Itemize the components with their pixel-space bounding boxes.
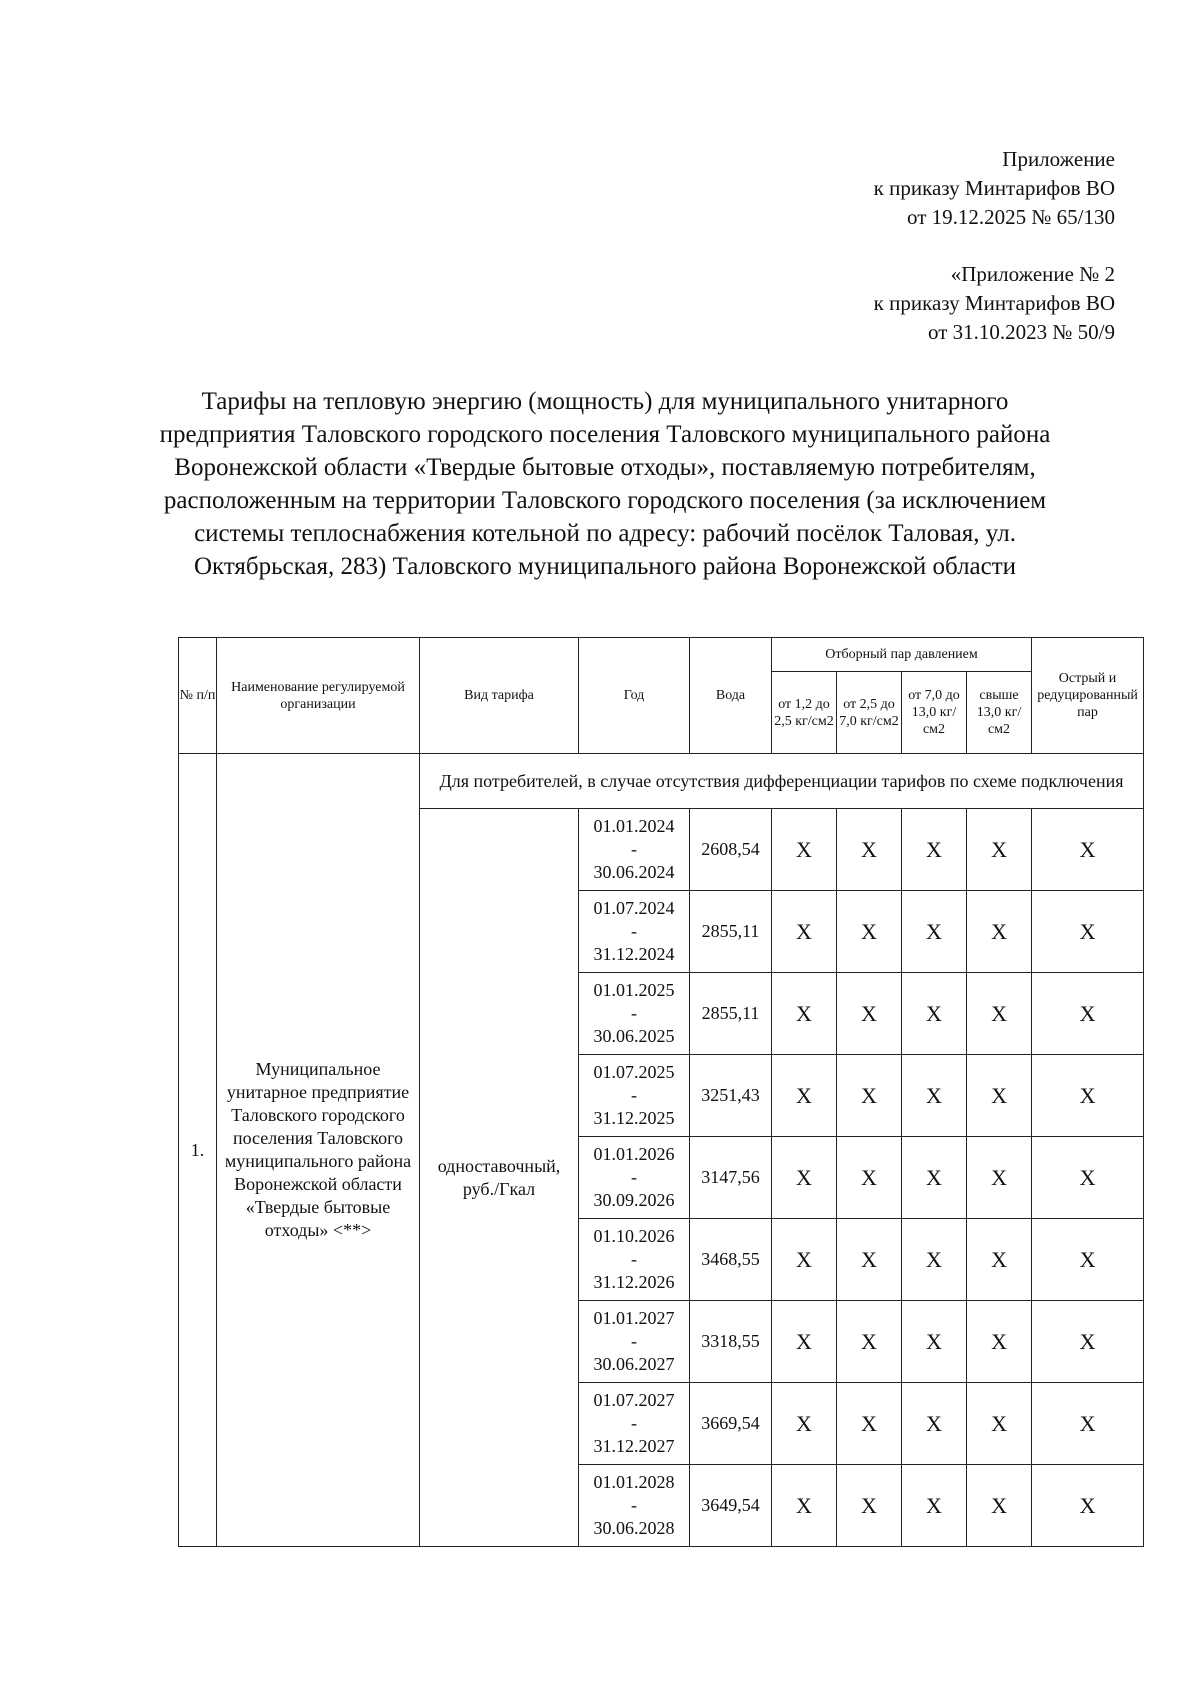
- header-pressure-2: от 2,5 до 7,0 кг/см2: [837, 672, 902, 754]
- header-org: Наименование регулируемой организации: [217, 638, 420, 754]
- pressure-4-value: X: [967, 809, 1032, 891]
- period-dash: -: [631, 1003, 637, 1023]
- header-sharp-steam: Острый и редуцированный пар: [1032, 638, 1144, 754]
- header-water: Вода: [690, 638, 772, 754]
- sharp-steam-value: X: [1032, 1301, 1144, 1383]
- period-dash: -: [631, 839, 637, 859]
- water-price: 2608,54: [690, 809, 772, 891]
- pressure-3-value: X: [902, 1383, 967, 1465]
- sharp-steam-value: X: [1032, 1055, 1144, 1137]
- sharp-steam-value: X: [1032, 1219, 1144, 1301]
- period-end: 30.09.2026: [593, 1190, 675, 1210]
- period-end: 31.12.2027: [593, 1436, 675, 1456]
- period-cell: [579, 891, 690, 973]
- pressure-4-value: X: [967, 1301, 1032, 1383]
- period-start: 01.01.2027: [593, 1308, 675, 1328]
- water-price: 3649,54: [690, 1465, 772, 1547]
- header-num: № п/п: [179, 638, 217, 754]
- period-start: 01.01.2026: [593, 1144, 675, 1164]
- period-start: 01.01.2025: [593, 980, 675, 1000]
- original-order-date: от 31.10.2023 № 50/9: [927, 320, 1115, 344]
- appendix-order-date: от 19.12.2025 № 65/130: [906, 205, 1115, 229]
- original-order-ref: к приказу Минтарифов ВО: [873, 291, 1115, 315]
- appendix-header: [874, 145, 1115, 232]
- pressure-1-value: X: [772, 1219, 837, 1301]
- pressure-3-value: X: [902, 809, 967, 891]
- pressure-1-value: X: [772, 809, 837, 891]
- pressure-4-value: X: [967, 1383, 1032, 1465]
- period-end: 31.12.2026: [593, 1272, 675, 1292]
- pressure-1-value: X: [772, 1055, 837, 1137]
- pressure-3-value: X: [902, 973, 967, 1055]
- pressure-1-value: X: [772, 1465, 837, 1547]
- period-end: 31.12.2024: [593, 944, 675, 964]
- period-end: 30.06.2027: [593, 1354, 675, 1374]
- appendix-order-ref: к приказу Минтарифов ВО: [873, 176, 1115, 200]
- pressure-2-value: X: [837, 1055, 902, 1137]
- pressure-4-value: X: [967, 1465, 1032, 1547]
- period-start: 01.07.2027: [593, 1390, 675, 1410]
- header-steam-group: Отборный пар давлением: [772, 638, 1032, 672]
- period-cell: [579, 1383, 690, 1465]
- water-price: 3318,55: [690, 1301, 772, 1383]
- period-cell: [579, 973, 690, 1055]
- header-year: Год: [579, 638, 690, 754]
- pressure-3-value: X: [902, 1465, 967, 1547]
- tariff-table: [178, 637, 1144, 1547]
- water-price: 3669,54: [690, 1383, 772, 1465]
- pressure-4-value: X: [967, 891, 1032, 973]
- sharp-steam-value: X: [1032, 891, 1144, 973]
- original-appendix-label: «Приложение № 2: [950, 262, 1115, 286]
- pressure-3-value: X: [902, 1219, 967, 1301]
- pressure-4-value: X: [967, 973, 1032, 1055]
- period-cell: [579, 1465, 690, 1547]
- pressure-1-value: X: [772, 1137, 837, 1219]
- pressure-4-value: X: [967, 1055, 1032, 1137]
- tariff-type: одноставочный, руб./Гкал: [420, 809, 579, 1547]
- header-pressure-3: от 7,0 до 13,0 кг/см2: [902, 672, 967, 754]
- pressure-1-value: X: [772, 1383, 837, 1465]
- period-start: 01.01.2028: [593, 1472, 675, 1492]
- header-tariff-type: Вид тарифа: [420, 638, 579, 754]
- pressure-2-value: X: [837, 1137, 902, 1219]
- period-end: 30.06.2025: [593, 1026, 675, 1046]
- sharp-steam-value: X: [1032, 1383, 1144, 1465]
- period-dash: -: [631, 1413, 637, 1433]
- pressure-3-value: X: [902, 1301, 967, 1383]
- pressure-1-value: X: [772, 973, 837, 1055]
- period-cell: [579, 809, 690, 891]
- period-end: 30.06.2024: [593, 862, 675, 882]
- pressure-2-value: X: [837, 1219, 902, 1301]
- water-price: 3147,56: [690, 1137, 772, 1219]
- pressure-3-value: X: [902, 1055, 967, 1137]
- period-cell: [579, 1137, 690, 1219]
- pressure-2-value: X: [837, 809, 902, 891]
- sharp-steam-value: X: [1032, 1465, 1144, 1547]
- document-title: Тарифы на тепловую энергию (мощность) для муниципального унитарного предприятия Таловского городского поселения Таловского муниципального района Воронежской области «Твердые бытовые отходы», поставляемую потребителям, расположенным на территории Таловского городского поселения (за исключением системы теплоснабжения котельной по адресу: рабочий посёлок Таловая, ул. Октябрьская, 283) Таловского муниципального района Воронежской области: [159, 388, 1051, 580]
- organization-name: Муниципальное унитарное предприятие Таловского городского поселения Таловского муниципального района Воронежской области «Твердые бытовые отходы» <**>: [217, 754, 420, 1547]
- pressure-2-value: X: [837, 1383, 902, 1465]
- water-price: 3468,55: [690, 1219, 772, 1301]
- period-dash: -: [631, 1249, 637, 1269]
- pressure-1-value: X: [772, 1301, 837, 1383]
- period-dash: -: [631, 921, 637, 941]
- period-dash: -: [631, 1085, 637, 1105]
- period-cell: [579, 1055, 690, 1137]
- header-pressure-4: свыше 13,0 кг/см2: [967, 672, 1032, 754]
- pressure-3-value: X: [902, 1137, 967, 1219]
- sharp-steam-value: X: [1032, 1137, 1144, 1219]
- pressure-2-value: X: [837, 1301, 902, 1383]
- pressure-2-value: X: [837, 891, 902, 973]
- period-dash: -: [631, 1495, 637, 1515]
- period-dash: -: [631, 1167, 637, 1187]
- consumer-subheader: Для потребителей, в случае отсутствия дифференциации тарифов по схеме подключения: [420, 754, 1144, 809]
- pressure-1-value: X: [772, 891, 837, 973]
- period-dash: -: [631, 1331, 637, 1351]
- header-pressure-1: от 1,2 до 2,5 кг/см2: [772, 672, 837, 754]
- water-price: 3251,43: [690, 1055, 772, 1137]
- period-cell: [579, 1301, 690, 1383]
- period-end: 30.06.2028: [593, 1518, 675, 1538]
- pressure-4-value: X: [967, 1137, 1032, 1219]
- period-cell: [579, 1219, 690, 1301]
- water-price: 2855,11: [690, 973, 772, 1055]
- period-start: 01.07.2024: [593, 898, 675, 918]
- pressure-4-value: X: [967, 1219, 1032, 1301]
- row-number: 1.: [179, 754, 217, 1547]
- original-appendix-header: [874, 260, 1115, 347]
- water-price: 2855,11: [690, 891, 772, 973]
- pressure-3-value: X: [902, 891, 967, 973]
- period-start: 01.01.2024: [593, 816, 675, 836]
- appendix-label: Приложение: [1002, 147, 1115, 171]
- sharp-steam-value: X: [1032, 973, 1144, 1055]
- sharp-steam-value: X: [1032, 809, 1144, 891]
- period-end: 31.12.2025: [593, 1108, 675, 1128]
- pressure-2-value: X: [837, 973, 902, 1055]
- pressure-2-value: X: [837, 1465, 902, 1547]
- period-start: 01.10.2026: [593, 1226, 675, 1246]
- period-start: 01.07.2025: [593, 1062, 675, 1082]
